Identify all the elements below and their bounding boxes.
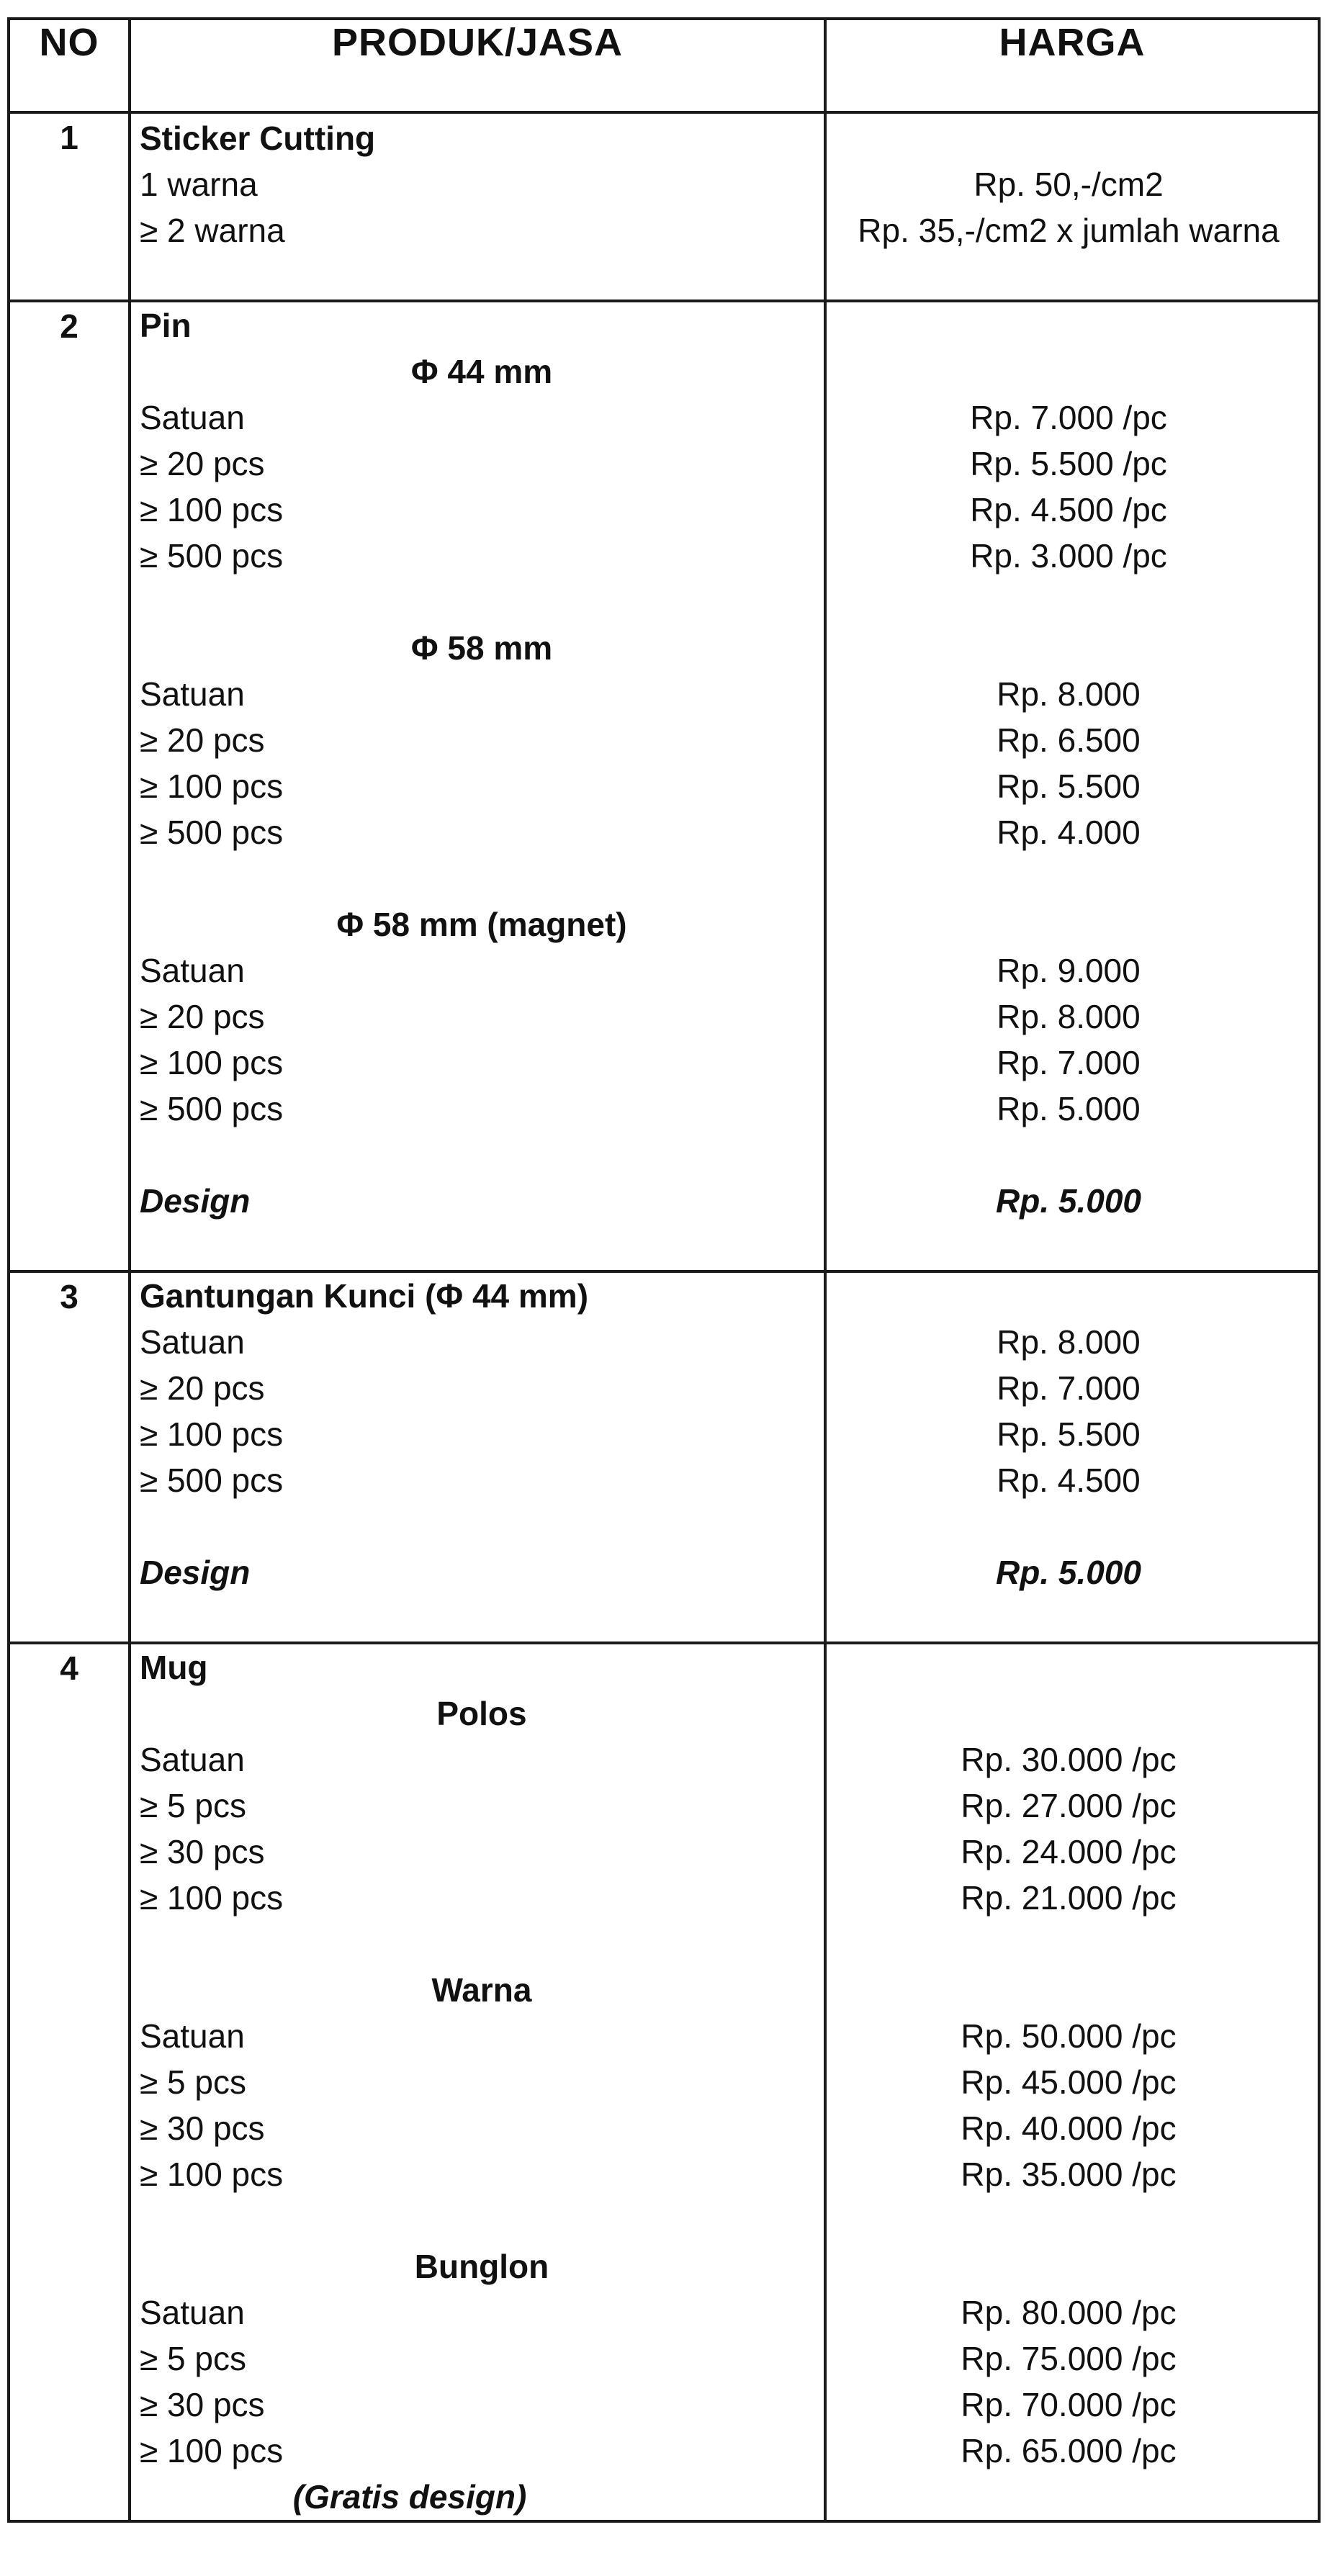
spacer xyxy=(827,625,1310,671)
quantity-tier: Satuan xyxy=(140,675,245,713)
quantity-tier: Satuan xyxy=(140,952,245,989)
price-value: Rp. 80.000 /pc xyxy=(961,2294,1177,2331)
spacer xyxy=(827,855,1310,901)
design-label: Design xyxy=(140,1554,251,1591)
quantity-tier: ≥ 100 pcs xyxy=(140,1879,284,1917)
spacer xyxy=(827,1921,1310,1967)
variant-heading: Φ 58 mm (magnet) xyxy=(336,906,627,943)
product-cell xyxy=(130,1271,825,1643)
header-no: NO xyxy=(9,19,130,112)
variant-heading: Polos xyxy=(436,1695,527,1732)
design-price: Rp. 5.000 xyxy=(996,1554,1141,1591)
spacer xyxy=(827,1644,1310,1690)
price-value: Rp. 4.500 xyxy=(997,1462,1141,1499)
quantity-tier: ≥ 100 pcs xyxy=(140,491,284,528)
price-value: Rp. 6.500 xyxy=(997,721,1141,759)
variant-heading: Warna xyxy=(431,1971,532,2009)
spacer xyxy=(827,1224,1310,1270)
product-name: Gantungan Kunci (Φ 44 mm) xyxy=(140,1277,589,1315)
price-value: Rp. 65.000 /pc xyxy=(961,2432,1177,2469)
spacer xyxy=(140,855,824,901)
price-value: Rp. 35,-/cm2 x jumlah warna xyxy=(858,212,1280,249)
product-cell xyxy=(130,301,825,1271)
spacer xyxy=(827,1273,1310,1319)
price-value: Rp. 35.000 /pc xyxy=(961,2156,1177,2193)
spacer xyxy=(827,579,1310,625)
quantity-tier: Satuan xyxy=(140,2294,245,2331)
spacer xyxy=(140,2197,824,2243)
spacer xyxy=(827,302,1310,348)
quantity-tier: ≥ 20 pcs xyxy=(140,445,265,482)
quantity-tier: Satuan xyxy=(140,1323,245,1361)
price-cell xyxy=(825,1643,1319,2521)
product-name: Pin xyxy=(140,307,192,344)
price-value: Rp. 7.000 /pc xyxy=(970,399,1167,436)
price-value: Rp. 4.500 /pc xyxy=(970,491,1167,528)
quantity-tier: ≥ 20 pcs xyxy=(140,721,265,759)
quantity-tier: 1 warna xyxy=(140,166,258,203)
spacer xyxy=(827,2474,1310,2520)
quantity-tier: ≥ 500 pcs xyxy=(140,537,284,575)
spacer xyxy=(140,1224,824,1270)
price-value: Rp. 9.000 xyxy=(997,952,1141,989)
price-value: Rp. 70.000 /pc xyxy=(961,2386,1177,2423)
table-row xyxy=(9,112,1319,301)
quantity-tier: ≥ 100 pcs xyxy=(140,2432,284,2469)
quantity-tier: ≥ 500 pcs xyxy=(140,1462,284,1499)
row-number: 4 xyxy=(9,1643,130,2521)
spacer xyxy=(827,253,1310,300)
row-number: 1 xyxy=(9,112,130,301)
table-row xyxy=(9,1271,1319,1643)
price-value: Rp. 75.000 /pc xyxy=(961,2340,1177,2377)
spacer xyxy=(140,253,824,300)
spacer xyxy=(827,348,1310,395)
quantity-tier: ≥ 30 pcs xyxy=(140,1833,265,1870)
design-label: Design xyxy=(140,1182,251,1220)
quantity-tier: Satuan xyxy=(140,399,245,436)
table-row xyxy=(9,301,1319,1271)
quantity-tier: ≥ 5 pcs xyxy=(140,2340,246,2377)
quantity-tier: ≥ 30 pcs xyxy=(140,2109,265,2147)
variant-heading: Φ 44 mm xyxy=(410,353,553,390)
spacer xyxy=(140,1503,824,1549)
price-value: Rp. 7.000 xyxy=(997,1044,1141,1081)
price-value: Rp. 3.000 /pc xyxy=(970,537,1167,575)
price-value: Rp. 27.000 /pc xyxy=(961,1787,1177,1824)
free-design-note: (Gratis design) xyxy=(292,2478,527,2516)
product-cell xyxy=(130,112,825,301)
price-value: Rp. 24.000 /pc xyxy=(961,1833,1177,1870)
price-cell xyxy=(825,112,1319,301)
table-body xyxy=(9,112,1319,2521)
quantity-tier: ≥ 500 pcs xyxy=(140,814,284,851)
spacer xyxy=(140,1595,824,1641)
quantity-tier: ≥ 20 pcs xyxy=(140,1369,265,1407)
price-value: Rp. 21.000 /pc xyxy=(961,1879,1177,1917)
quantity-tier: ≥ 100 pcs xyxy=(140,767,284,805)
product-name: Sticker Cutting xyxy=(140,120,376,157)
spacer xyxy=(140,579,824,625)
spacer xyxy=(827,901,1310,947)
price-value: Rp. 50.000 /pc xyxy=(961,2017,1177,2055)
price-table xyxy=(7,17,1321,2523)
spacer xyxy=(827,2197,1310,2243)
price-cell xyxy=(825,1271,1319,1643)
price-value: Rp. 5.500 xyxy=(997,767,1141,805)
row-number: 3 xyxy=(9,1271,130,1643)
price-value: Rp. 5.500 xyxy=(997,1415,1141,1453)
spacer xyxy=(827,115,1310,161)
quantity-tier: ≥ 100 pcs xyxy=(140,1044,284,1081)
header-row xyxy=(9,19,1319,112)
price-value: Rp. 40.000 /pc xyxy=(961,2109,1177,2147)
row-number: 2 xyxy=(9,301,130,1271)
quantity-tier: ≥ 5 pcs xyxy=(140,2063,246,2101)
price-value: Rp. 5.000 xyxy=(997,1090,1141,1127)
spacer xyxy=(827,1967,1310,2013)
table-row xyxy=(9,1643,1319,2521)
variant-heading: Bunglon xyxy=(414,2248,549,2285)
spacer xyxy=(827,1503,1310,1549)
price-value: Rp. 7.000 xyxy=(997,1369,1141,1407)
price-value: Rp. 50,-/cm2 xyxy=(973,166,1164,203)
spacer xyxy=(827,1595,1310,1641)
quantity-tier: Satuan xyxy=(140,2017,245,2055)
quantity-tier: ≥ 5 pcs xyxy=(140,1787,246,1824)
header-product: PRODUK/JASA xyxy=(130,19,825,112)
price-value: Rp. 8.000 xyxy=(997,1323,1141,1361)
product-cell xyxy=(130,1643,825,2521)
spacer xyxy=(827,2243,1310,2289)
quantity-tier: ≥ 30 pcs xyxy=(140,2386,265,2423)
price-value: Rp. 4.000 xyxy=(997,814,1141,851)
price-value: Rp. 5.500 /pc xyxy=(970,445,1167,482)
price-value: Rp. 45.000 /pc xyxy=(961,2063,1177,2101)
spacer xyxy=(140,1132,824,1178)
quantity-tier: ≥ 100 pcs xyxy=(140,2156,284,2193)
quantity-tier: ≥ 100 pcs xyxy=(140,1415,284,1453)
header-price: HARGA xyxy=(825,19,1319,112)
spacer xyxy=(827,1132,1310,1178)
product-name: Mug xyxy=(140,1649,208,1686)
quantity-tier: ≥ 2 warna xyxy=(140,212,285,249)
quantity-tier: ≥ 20 pcs xyxy=(140,998,265,1035)
price-value: Rp. 8.000 xyxy=(997,998,1141,1035)
variant-heading: Φ 58 mm xyxy=(410,629,553,667)
design-price: Rp. 5.000 xyxy=(996,1182,1141,1220)
price-value: Rp. 30.000 /pc xyxy=(961,1741,1177,1778)
quantity-tier: Satuan xyxy=(140,1741,245,1778)
price-value: Rp. 8.000 xyxy=(997,675,1141,713)
spacer xyxy=(827,1690,1310,1737)
price-cell xyxy=(825,301,1319,1271)
spacer xyxy=(140,1921,824,1967)
quantity-tier: ≥ 500 pcs xyxy=(140,1090,284,1127)
